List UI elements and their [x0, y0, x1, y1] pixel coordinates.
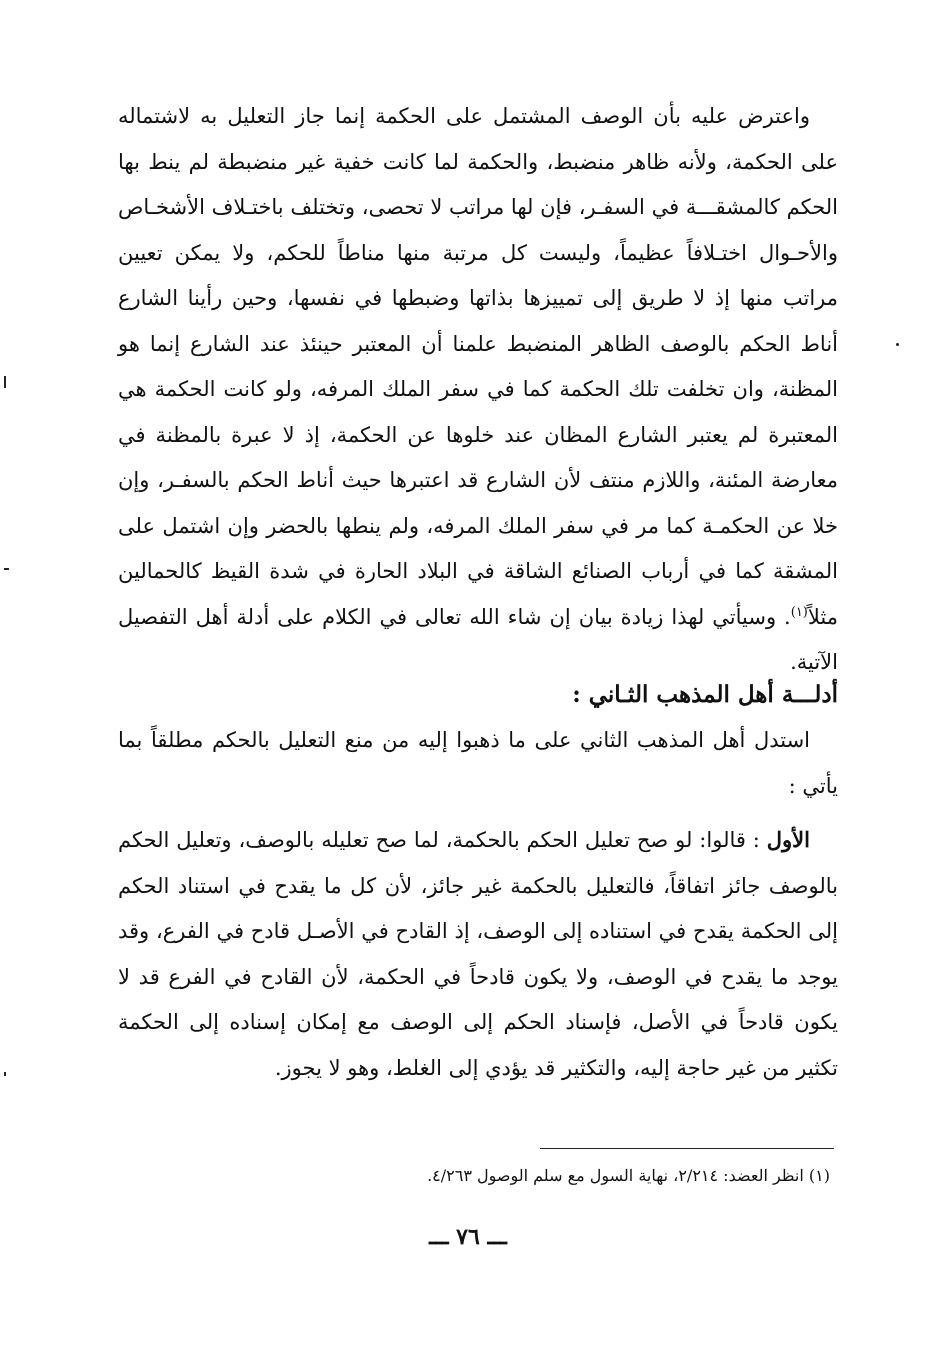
- paragraph-objection-text: واعترض عليه بأن الوصف المشتمل على الحكمة إنما جاز التعليل به لاشتماله على الحكمة، ولأنه ظاهر منضبط، والحكمة لما كانت خفية غير منضبطة لم ينط بها الحكم كالمشقـــة في السفـر، فإن لها مراتب لا تحصى، وتختلف باختـلاف الأشخـاص والأحـوال اختـلافاً عظيماً، وليست كل مرتبة منها مناطاً للحكم، ولا يمكن تعيين مراتب منها إذ لا طريق إلى تمييزها بذاتها وضبطها في نفسها، وحين رأينا الشارع أناط الحكم بالوصف الظاهر المنضبط علمنا أن المعتبر حينئذ عند الشارع إنما هو المظنة، وان تخلفت تلك الحكمة كما في سفر الملك المرفه، ولو كانت الحكمة هي المعتبرة لم يعتبر الشارع المظان عند خلوها عن الحكمة، إذ لا عبرة بالمظنة في معارضة المئنة، واللازم منتف لأن الشارع قد اعتبرها حيث أناط الحكم بالسفـر، وإن خلا عن الحكمـة كما مر في سفر الملك المرفه، ولم ينطها بالحضر وإن اشتمل على المشقة كما في أرباب الصنائع الشاقة في البلاد الحارة في شدة القيظ كالحمالين مثلاً: [118, 104, 838, 629]
- paragraph-objection: [118, 94, 838, 686]
- paragraph-first-argument: [118, 817, 838, 1091]
- paragraph-objection-end: . وسيأتي لهذا زيادة بيان إن شاء الله تعالى في الكلام على أدلة أهل التفصيل الآتية.: [118, 604, 838, 674]
- footnote-reference: (١): [790, 604, 808, 620]
- scan-speck: [896, 343, 899, 346]
- footnote-separator: [540, 1148, 834, 1149]
- paragraph-intro: [118, 718, 838, 809]
- first-argument-text: : قالوا: لو صح تعليل الحكم بالحكمة، لما صح تعليله بالوصف، وتعليل الحكم بالوصف جائز اتفاقاً، فالتعليل بالحكمة غير جائز، لأن كل ما يقدح في استناد الحكم إلى الحكمة يقدح في استناده إلى الوصف، إذ القادح في الأصـل قادح في الفرع، وقد يوجد ما يقدح في الوصف، ولا يكون قادحاً في الحكمة، لأن القادح في الفرع قد لا يكون قادحاً في الأصل، فإسناد الحكم إلى الوصف مع إمكان إسناده إلى الحكمة تكثير من غير حاجة إليه، والتكثير قد يؤدي إلى الغلط، وهو لا يجوز.: [118, 828, 838, 1080]
- first-argument-label: الأول: [766, 827, 810, 852]
- paragraph-intro-text: استدل أهل المذهب الثاني على ما ذهبوا إليه من منع التعليل بالحكم مطلقاً بما يأتي :: [118, 728, 838, 798]
- section-heading: أدلـــة أهل المذهب الثـاني :: [572, 681, 838, 708]
- scan-speck: [4, 376, 6, 388]
- footnote: (١) انظر العضد: ٢/٢١٤، نهاية السول مع سلم الوصول ٤/٢٦٣.: [427, 1166, 830, 1185]
- scan-speck: [4, 568, 9, 570]
- scan-speck: [4, 1072, 6, 1076]
- page-number: ـــ ٧٦ ـــ: [429, 1224, 507, 1250]
